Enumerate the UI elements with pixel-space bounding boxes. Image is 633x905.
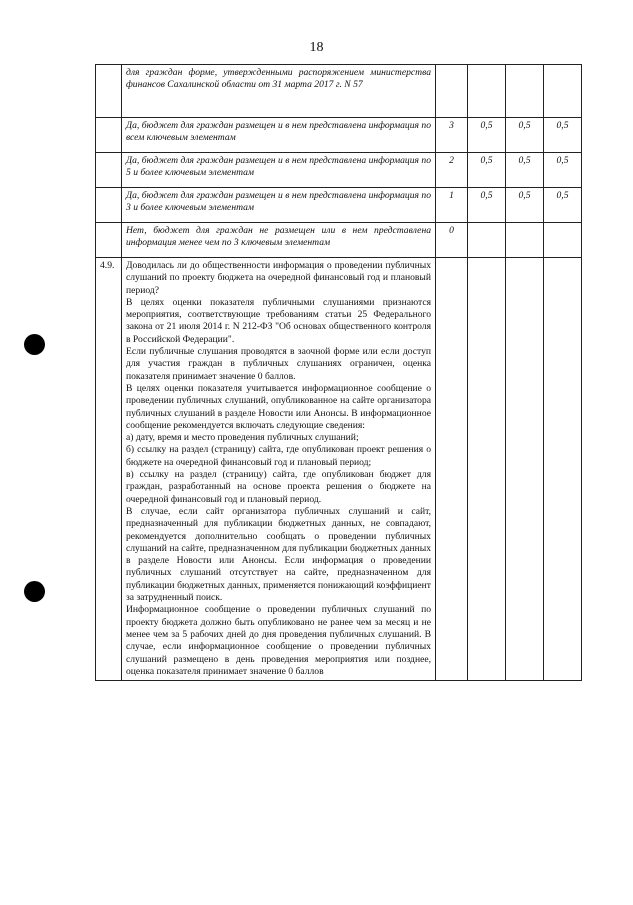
description-paragraph: В целях оценки показателя учитывается информационное сообщение о проведении публичных слушаний, опубликованное на сайте организатора публичных слушаний в разделе Новости или Анонсы. В информационное сообщение рекомендуется включать следующие сведения: <box>126 382 431 431</box>
item-description <box>122 258 436 681</box>
row-number-cell <box>96 188 122 223</box>
table-row <box>96 258 582 681</box>
coefficient-cell <box>544 223 582 258</box>
coefficient-cell: 0,5 <box>544 153 582 188</box>
coefficient-cell <box>468 65 506 118</box>
coefficient-cell <box>544 65 582 118</box>
criterion-text: для граждан форме, утвержденными распоряжением министерства финансов Сахалинской области от 31 марта 2017 г. N 57 <box>122 65 436 118</box>
coefficient-cell: 0,5 <box>468 153 506 188</box>
description-paragraph: а) дату, время и место проведения публичных слушаний; <box>126 432 359 444</box>
table-row <box>96 65 582 118</box>
coefficient-cell <box>506 223 544 258</box>
table-row <box>96 223 582 258</box>
description-paragraph: Доводилась ли до общественности информация о проведении публичных слушаний по проекту бюджета на очередной финансовый год и плановый период? <box>126 260 431 296</box>
coefficient-cell: 0,5 <box>506 153 544 188</box>
points-cell <box>436 258 468 681</box>
coefficient-cell: 0,5 <box>468 188 506 223</box>
coefficient-cell <box>544 258 582 681</box>
description-paragraph: Если публичные слушания проводятся в заочной форме или если доступ для участия граждан в публичных слушаниях ограничен, оценка показателя принимает значение 0 баллов. <box>126 346 431 382</box>
table-row <box>96 188 582 223</box>
coefficient-cell: 0,5 <box>506 188 544 223</box>
description-paragraph: В случае, если сайт организатора публичных слушаний и сайт, предназначенный для публикации бюджетных данных, не совпадают, рекомендуется дополнительно сообщать о проведении публичных слушаний на сайте, предназначенном для публикации бюджетных данных в разделе Новости или Анонсы. Если информация о проведении публичных слушаний отсутствует на сайте, предназначенном для публикации бюджетных данных, применяется понижающий коэффициент за затрудненный поиск. <box>126 505 431 604</box>
table-row <box>96 118 582 153</box>
row-number-cell <box>96 65 122 118</box>
description-paragraph: Информационное сообщение о проведении публичных слушаний по проекту бюджета должно быть опубликовано не ранее чем за месяц и не менее чем за 5 рабочих дней до дня проведения публичных слушаний. В случае, если информационное сообщение о проведении публичных слушаний размещено в день проведения мероприятия или позднее, оценка показателя принимает значение 0 баллов <box>126 604 431 677</box>
coefficient-cell <box>506 65 544 118</box>
points-cell: 0 <box>436 223 468 258</box>
row-number-cell <box>96 153 122 188</box>
coefficient-cell: 0,5 <box>506 118 544 153</box>
coefficient-cell: 0,5 <box>544 118 582 153</box>
item-number: 4.9. <box>96 258 122 681</box>
coefficient-cell <box>506 258 544 681</box>
table-row <box>96 153 582 188</box>
criterion-text: Нет, бюджет для граждан не размещен или в нем представлена информация менее чем по 3 ключевым элементам <box>122 223 436 258</box>
points-cell: 1 <box>436 188 468 223</box>
description-paragraph: В целях оценки показателя публичными слушаниями признаются мероприятия, соответствующие требованиям статьи 25 Федерального закона от 21 июля 2014 г. N 212-ФЗ "Об основах общественного контроля в Российской Федерации". <box>126 296 431 345</box>
criterion-text: Да, бюджет для граждан размещен и в нем представлена информация по 5 и более ключевым элементам <box>122 153 436 188</box>
criterion-text: Да, бюджет для граждан размещен и в нем представлена информация по 3 и более ключевым элементам <box>122 188 436 223</box>
points-cell: 3 <box>436 118 468 153</box>
coefficient-cell <box>468 223 506 258</box>
points-cell: 2 <box>436 153 468 188</box>
description-paragraph: в) ссылку на раздел (страницу) сайта, где опубликован бюджет для граждан, разработанный на основе проекта решения о бюджете на очередной финансовый год и плановый период. <box>126 469 431 505</box>
coefficient-cell <box>468 258 506 681</box>
criterion-text: Да, бюджет для граждан размещен и в нем представлена информация по всем ключевым элементам <box>122 118 436 153</box>
punch-hole-mark <box>24 334 45 355</box>
page-number: 18 <box>309 40 324 55</box>
coefficient-cell: 0,5 <box>468 118 506 153</box>
punch-hole-mark <box>24 581 45 602</box>
row-number-cell <box>96 118 122 153</box>
description-paragraph: б) ссылку на раздел (страницу) сайта, где опубликован проект решения о бюджете на очередной финансовый год и плановый период; <box>126 444 431 468</box>
row-number-cell <box>96 223 122 258</box>
points-cell <box>436 65 468 118</box>
coefficient-cell: 0,5 <box>544 188 582 223</box>
criteria-table <box>95 64 582 681</box>
